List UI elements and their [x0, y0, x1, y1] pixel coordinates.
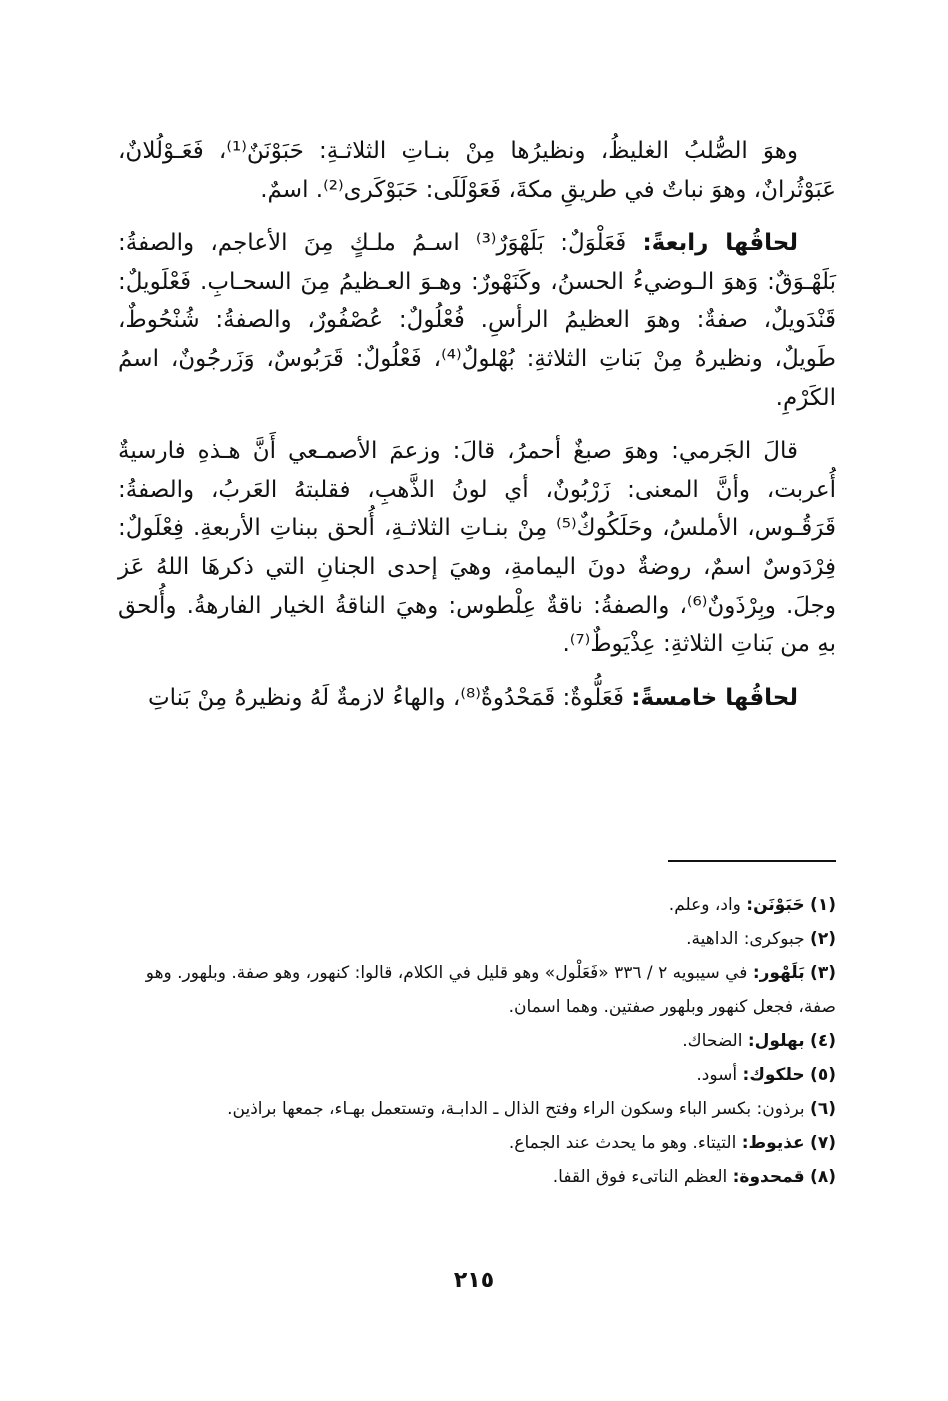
footnote-text: جبوكرى: الداهية. [686, 929, 811, 949]
paragraph-1 [118, 132, 836, 209]
paragraph-text: فَعَلُّوةٌ: قَمَحْدُوةٌ⁽⁸⁾، والهاءُ لازمةٌ لَهُ ونظيرهُ مِنْ بَناتِ [148, 684, 632, 711]
paragraph-lead: لحاقُها رابعةً: [642, 230, 798, 257]
paragraph-text: وهوَ الصُّلبُ الغليظُ، ونظيرُها مِنْ بنـاتِ الثلاثـةِ: حَبَوْنَنٌ⁽¹⁾، فَعَـوْلُلانٌ، عَبَوْثُرانٌ، وهوَ نباتٌ في طريقِ مكةَ، فَعَوْلَلَى: حَبَوْكَرى⁽²⁾. اسمٌ. [118, 138, 836, 203]
footnote-number: (٤) [810, 1031, 836, 1051]
footnote-term: عذيوط: [741, 1133, 805, 1153]
footnote-8 [118, 1160, 836, 1194]
footnotes [118, 888, 836, 1194]
footnote-text: العظم الناتىء فوق القفا. [552, 1167, 733, 1187]
footnote-4 [118, 1024, 836, 1058]
paragraph-3 [118, 432, 836, 664]
footnote-term: قمحدوة: [732, 1167, 805, 1187]
footnote-text: في سيبويه ٢ / ٣٣٦ «فَعَلْول» وهو قليل في الكلام، قالوا: كنهور، وهو صفة. وبلهور. وهو صفة، فجعل كنهور وبلهور صفتين. وهما اسمان. [145, 963, 836, 1017]
footnote-5 [118, 1058, 836, 1092]
footnote-divider [668, 860, 836, 862]
footnote-text: برذون: بكسر الباء وسكون الراء وفتح الذال ـ الدابـة، وتستعمل بهـاء، جمعها براذين. [227, 1099, 811, 1119]
footnote-number: (٧) [810, 1133, 836, 1153]
footnote-term: حَبَوْنَن: [746, 895, 805, 915]
footnote-2 [118, 922, 836, 956]
footnote-text: واد، وعلم. [668, 895, 747, 915]
footnote-number: (٣) [810, 963, 836, 983]
footnote-1 [118, 888, 836, 922]
paragraph-text: قالَ الجَرمي: وهوَ صبغٌ أحمرُ، قالَ: وزعمَ الأصمـعي أَنَّ هـذهِ فارسيةٌ أُعربت، وأنَّ المعنى: زَرْبُونٌ، أي لونُ الذَّهبِ، فقلبتهُ العَربُ، والصفةُ: قَرَقُـوس، الأملسُ، وحَلَكُوكٌ⁽⁵⁾ مِنْ بنـاتِ الثلاثـةِ، أُلحق ببناتِ الأربعةِ. فِعْلَولٌ: فِرْدَوسٌ اسمٌ، روضةٌ دونَ اليمامةِ، وهيَ إحدى الجنانِ التي ذكرهَا اللهُ عَز وجلَ. وبِرْذَونٌ⁽⁶⁾، والصفةُ: ناقةٌ عِلْطوس: وهيَ الناقةُ الخيار الفارهةُ. وأُلحق بهِ من بَناتِ الثلاثةِ: عِذْيَوطٌ⁽⁷⁾. [118, 438, 837, 658]
footnote-term: بهلول: [747, 1031, 805, 1051]
footnote-number: (٦) [810, 1099, 836, 1119]
footnote-text: الضحاك. [682, 1031, 748, 1051]
footnote-number: (٢) [810, 929, 836, 949]
footnote-number: (٨) [810, 1167, 836, 1187]
paragraph-text: فَعَلْوَلٌ: بَلَهْوَرٌ⁽³⁾ اسـمُ ملـكٍ مِنَ الأعاجم، والصفةُ: بَلَهْـوَقٌ: وَهوَ الـوضيءُ الحسنُ، وكَنَهْورٌ: وهـوَ العـظيمُ مِنَ السحـابِ. فَعْلَويلٌ: قَنْدَويلٌ، صفةٌ: وهوَ العظيمُ الرأسِ. فُعْلُولٌ: عُصْفُورٌ، والصفةُ: شُنْحُوطٌ، طَويلٌ، ونظيرهُ مِنْ بَناتِ الثلاثةِ: بُهْلولٌ⁽⁴⁾، فَعْلُولٌ: قَرَبُوسٌ، وَزَرجُونٌ، اسمُ الكَرْمِ. [118, 230, 836, 411]
footnote-term: حلكوك: [742, 1065, 805, 1085]
footnote-text: أسود. [696, 1065, 743, 1085]
paragraph-lead: لحاقُها خامسةً: [631, 684, 798, 711]
paragraph-2 [118, 224, 836, 417]
footnote-3 [118, 956, 836, 1024]
main-text [118, 132, 836, 732]
footnote-number: (٥) [810, 1065, 836, 1085]
footnote-7 [118, 1126, 836, 1160]
footnote-6 [118, 1092, 836, 1126]
footnote-number: (١) [810, 895, 836, 915]
footnote-term: بَلَهْور: [752, 963, 805, 983]
paragraph-4 [118, 679, 836, 718]
footnote-text: التيتاء. وهو ما يحدث عند الجماع. [508, 1133, 742, 1153]
page-number: ٢١٥ [453, 1268, 495, 1293]
